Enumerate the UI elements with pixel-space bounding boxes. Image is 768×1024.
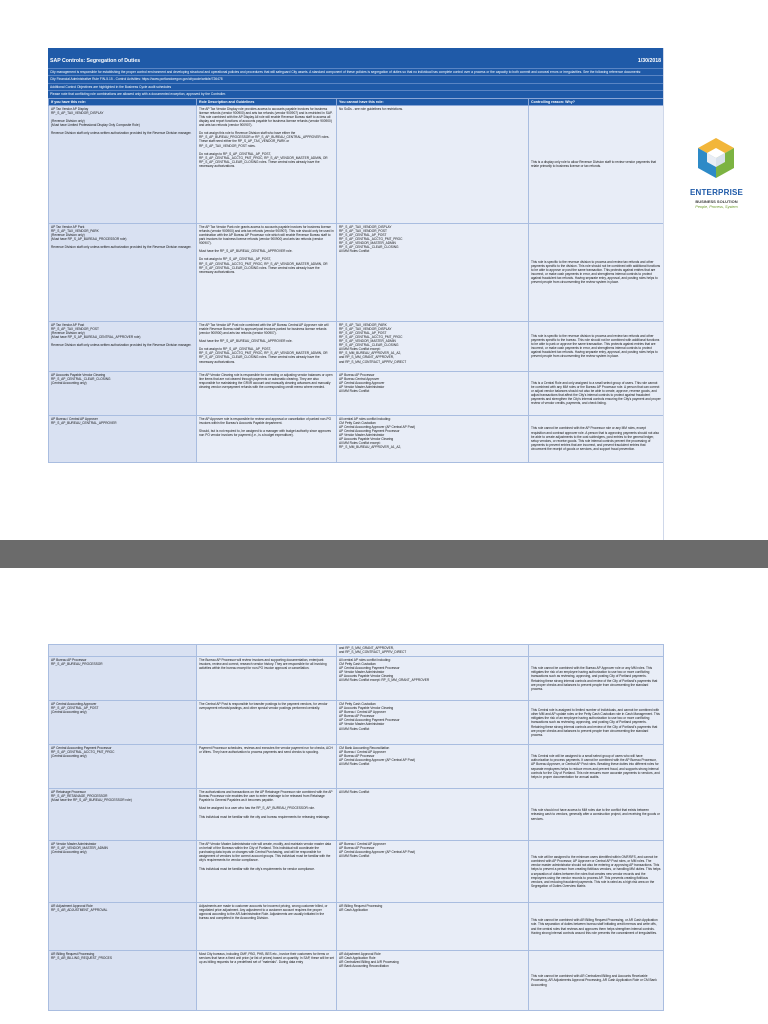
controlling-reason-cell: This role cannot be combined with the AP Processor role or any MM roles, except requisition and contract approver role. A person that is approving payments should not also be able to create adjustments to the cost subledgers, post entries to the general ledger, setup vendors, or receive goods. This role internal controls prevent the processing of payments to prevent entries that are incorrect, and prevent fraudulent entries that circumvent the receipt of goods or services, and support fraud prevention. <box>529 415 664 462</box>
controlling-reason-cell: This Central role will be assigned to a small select group of users who will have authorization to process payments. It cannot be combined with the AP Bureau Processor, AP Bureau Approver, or Central AP Post roles. Breaking these duties into different roles for separate employees helps to reduce errors and prevent fraud, and supports strong internal controls for the City of Portland. This role ensures more accurate payments to vendors, and helps in proper documentation for annual audits. <box>529 745 664 789</box>
column-header-role: If you have this role: <box>49 98 197 105</box>
description-cell: The Bureau AP Processor will review invoices and supporting documentation, enter/park invoices, review and correct, research vendor history. They are responsible for all invoicing activities within the bureau except for non-PO invoice approval or cancellation. <box>197 657 337 701</box>
description-cell: The Central AP Post is responsible for transfer postings to the payment vendors, for vendor overpayment refunds/postings, and other special vendor postings performed centrally. <box>197 701 337 745</box>
controlling-reason-cell <box>529 645 664 657</box>
enterprise-cube-logo-icon <box>694 136 738 180</box>
table-row <box>49 223 664 321</box>
role-cell <box>49 645 197 657</box>
description-cell: The AP Tax Vendor Display role provides access to accounts payable invoices for business license refunds (vendor 900900) and arts tax refunds (vendor 900907) and is restricted in SAP. This role combined with the AP Display All role will enable Revenue Bureau staff to access all display and report functions of accounts payable for business license refunds (vendor 900900) and arts tax refunds (vendor 900907). Do not assign this role to Revenue Division staff who have either the RP_S_AP_BUREAU_PROCESSOR or RP_S_AP_BUREAU_CENTRAL_APPROVER roles. These staff need either the RP_S_AP_TAX_VENDOR_PARK or RP_S_AP_TAX_VENDOR_POST roles. Do not assign to RP_S_AP_CENTRAL_AP_POST, RP_S_AP_CENTRAL_ACCTG_PMT_PROC, RP_S_AP_VENDOR_MASTER_ADMIN, OR RP_S_AP_CENTRAL_CLEAR_CLOSING roles. These central roles already have the necessary authorizations. <box>197 105 337 223</box>
controlling-reason-cell: This role cannot be combined with the Bureau AP Approver role or any MM roles. This mitigates the risk of an employee having authorization to use two or more conflicting transactions such as reviewing, approving, and posting City of Portland payments. Retaining these strong internal controls and review of the City of Portland's payments that are proper checks and balances to prevent people from circumventing the standard process. <box>529 657 664 701</box>
table-row <box>49 789 664 841</box>
conflicting-roles-cell: AP Bureau AP Processor AP Bureau Central Approver AP Central Accounting Approver AP Vendor Master Administrator All MM Roles Conflict <box>337 371 529 415</box>
table-row <box>49 701 664 745</box>
logo-line-enterprise: ENTERPRISE <box>689 188 744 197</box>
table-row <box>49 105 664 223</box>
role-cell: AP Tax Vendor AP Post RP_S_AP_TAX_VENDOR_POST (Revenue Division only) (Must have RP_S_AP_BUREAU_CENTRAL_APPROVER role) Revenue Division staff only unless written authorization provided by the Revenue Division manager. <box>49 321 197 371</box>
document-date: 1/30/2018 <box>637 58 661 64</box>
description-cell <box>197 645 337 657</box>
conflicting-roles-cell: RP_S_AP_TAX_VENDOR_DISPLAY RP_S_AP_TAX_VENDOR_POST RP_S_AP_CENTRAL_AP_POST RP_S_AP_CENTRAL_ACCTG_PMT_PROC RP_S_AP_VENDOR_MASTER_ADMIN RP_S_AP_CENTRAL_CLEAR_CLOSING All MM Roles Conflict <box>337 223 529 321</box>
table-row <box>49 657 664 701</box>
description-cell: Most City bureaus, including OMF, PBO, PHB, BES etc., invoice their customers for items or services that have a fixed unit price (or list of prices) based on quantity. In SAP, these will be set up as billing requests for a predefined set of "materials". During data entry <box>197 951 337 1011</box>
enterprise-logo-panel <box>663 48 768 540</box>
sod-sheet <box>48 48 663 463</box>
controlling-reason-cell: This is a display only role to allow Revenue Division staff to review vendor payments that relate primarily to business license or tax refunds. <box>529 105 664 223</box>
table-row <box>49 745 664 789</box>
description-cell: The authorizations and transactions on the AP Retainage Processor role combined with the AP Bureau Processor role enables the user to enter retainage to be released from Retainage Payable to General Payables as it becomes payable. Must be assigned to a user who has the RP_S_AP_BUREAU_PROCESSOR role. This individual must be familiar with the city and bureau requirements for releasing retainage. <box>197 789 337 841</box>
table-row <box>49 321 664 371</box>
logo-tagline: People, Process, System <box>695 205 738 209</box>
role-cell: AP Bureau AP Processor RP_S_AP_BUREAU_PROCESSOR <box>49 657 197 701</box>
table-body-page-1 <box>49 105 664 462</box>
role-cell: AP Retainage Processor RP_S_AP_RETAINAGE_PROCESSOR (Must have the RP_S_AP_BUREAU_PROCESSOR role) <box>49 789 197 841</box>
description-cell: Adjustments are made to customer accounts for incorrect pricing, wrong customer billed, or negotiated price adjustment. Any adjustment to a customer account requires the proper approval according to the AR Administrative Rule. Adjustments are usually initiated in the bureau and completed in the Accounting Division. <box>197 903 337 951</box>
column-header-reason: Controlling reason: Why? <box>529 98 664 105</box>
conflicting-roles-cell: AP Bureau / Central AP Approver AP Bureau AP Processor AP Central Accounting Approver (AP Central AP Post) All MM Roles Conflict <box>337 841 529 903</box>
controlling-reason-cell: This role will be assigned to the minimum users identified within OMF/BFS, and cannot be combined with AP Processor, AP Approver or Central AP Post roles, or MM roles. The vendor master administrator should not also be entering or approving AP transactions. This helps to prevent a person from creating fictitious vendors, or handling MM duties. This helps a separation of duties between the roles that creates new vendor records and the employees using the vendor records to process AP. This prevents creating fictitious vendors, and reducing fraudulent payments. This role is rated as a high risk area on the Segregation of Duties Overview Matrix. <box>529 841 664 903</box>
description-cell: Payment Processor schedules, reviews and executes the vendor payment run for checks, ACH or Wires. They have authorization to process payments and send checks to spooling. <box>197 745 337 789</box>
controlling-reason-cell: This Central role is assigned to limited number of individuals, and cannot be combined with other MM and AP update roles or the Petty Cash Custodian role in Cash Management. This mitigates the risk of an employee having authorization to use two or more conflicting transactions such as reviewing, approving, and posting City of Portland payments. Retaining these strong internal controls and review of the City of Portland's payments that are proper checks and balances to prevent people from circumventing the standard process. <box>529 701 664 745</box>
controlling-reason-cell: This role is specific to the revenue division to process and review tax refunds and other payments specific to the division. This role should not be combined with additional functions to be able to approve or post the same transaction. This protects against entries that are incorrect, or make cash payments in error, and strengthens internal controls to protect against fraudulent tax refunds. Having separate entry, approval, and posting roles helps to prevent people from circumventing the review system in place. <box>529 223 664 321</box>
table-header-row <box>49 98 664 105</box>
role-cell: AP Tax Vendor AP Park RP_S_AP_TAX_VENDOR_PARK (Revenue Division only) (Must have RP_S_AP_BUREAU_PROCESSOR role) Revenue Division staff only unless written authorization provided by the Revenue Division manager. <box>49 223 197 321</box>
conflicting-roles-cell: All central AP roles conflict including: CM Petty Cash Custodian AP Central Accounting Payment Processor AP Vendor Master Administrator AP Accounts Payable Vendor Clearing All MM Roles Conflict except: RP_S_MM_GRANT_APPROVER <box>337 657 529 701</box>
role-cell: AP Bureau / Central AP Approver RP_S_AP_BUREAU_CENTRAL_APPROVER <box>49 415 197 462</box>
exception-note: Please note that conflicting role combinations are allowed only with a documented exception, approved by the Controller. <box>48 90 663 97</box>
description-cell: The AP Tax Vendor AP Post role combined with the AP Bureau Central AP Approver role will enable Revenue Bureau staff to approve/post invoices parked for business license refunds (vendor 900900) and arts tax refunds (vendor 900907). Must have the RP_S_AP_BUREAU_CENTRAL_APPROVER role. Do not assign to RP_S_AP_CENTRAL_AP_POST, RP_S_AP_CENTRAL_ACCTG_PMT_PROC, RP_S_AP_VENDOR_MASTER_ADMIN, OR RP_S_AP_CENTRAL_CLEAR_CLOSING roles. These central roles already have the necessary authorizations. <box>197 321 337 371</box>
controlling-reason-cell: This role cannot be combined with AR Billing Request Processing, or AR Cash Application role. This separation of duties between bureau staff initiating credit memos and write offs, and the central roles that reviews and approves them helps strengthen internal controls. Having strong internal controls around this role prevents the concealment of irregularities. <box>529 903 664 951</box>
table-body-page-2 <box>49 645 664 1011</box>
controlling-reason-cell: This role cannot be combined with AR Centralized Billing and Accounts Receivable Processing, AR Adjustments Approval Processing, AR Cash Application Role or CM Bank Accounting <box>529 951 664 1011</box>
controlling-reason-cell: This role should not have access to MM roles due to the conflict that exists between releasing cash to vendors, generally after a construction project, and receiving the goods or services. <box>529 789 664 841</box>
conflicting-roles-cell: AR Billing Request Processing AR Cash Application <box>337 903 529 951</box>
description-cell: The AP Vendor Master Administrator role will create, modify, and maintain vendor master data on behalf of the Bureaus within the City of Portland. This individual will coordinate the purchasing data inputs or changes with Central Purchasing, and will be responsible for assignment of vendors to the correct account groups. This individual must be familiar with the city's requirements for vendor compliance. This individual must be familiar with the city's requirements for vendor compliance. <box>197 841 337 903</box>
conflicting-roles-cell: and RP_S_MM_GRANT_APPROVER, and RP_S_MM_CONTRACT_APPRV_DIRECT <box>337 645 529 657</box>
role-cell: AP Accounts Payable Vendor Clearing RP_S_AP_CENTRAL_CLEAR_CLOSING (Central Accounting only) <box>49 371 197 415</box>
role-cell: AR Billing Request Processing RP_S_AR_BILLING_REQUEST_PROCES <box>49 951 197 1011</box>
conflicting-roles-cell: CM Petty Cash Custodian AP Accounts Payable Vendor Clearing AP Bureau / Central AP Approver AP Bureau AP Processor AP Central Accounting Payment Processor AP Vendor Master Administrator All MM Roles Conflict <box>337 701 529 745</box>
conflicting-roles-cell: All MM Roles Conflict <box>337 789 529 841</box>
intro-note: Additional Control Objectives are highlighted in the Business Cycle audit schedules <box>48 83 663 90</box>
controlling-reason-cell: This is a Central Role and only assigned to a small select group of users. This role cannot be combined with any MM roles or the Bureau AP Processor role. A person that can correct or adjust vendor balances should not also be able to create, approve, reverse goods, and adjust transactions that affect the City's internal controls to protect against fraudulent payments and strengthen the City's internal controls ensuring the City's payment and proper review of vendor credits, payments, and check listing. <box>529 371 664 415</box>
header-banner <box>48 48 663 98</box>
table-row <box>49 903 664 951</box>
document-page-2 <box>0 568 768 1024</box>
controlling-reason-cell: This role is specific to the revenue division to process and review tax refunds and other payments specific to the bureau. This role should not be combined with additional functions to be able to park or approve the same transaction. This protects against entries that are incorrect, or make cash payments in error, and strengthens internal controls to protect against fraudulent tax refunds. Having separate entry, approval, and posting roles helps to prevent people from circumventing the review system in place. <box>529 321 664 371</box>
reference-link[interactable]: City Financial Administrative Rule FIN-5.15 - Control Activities: https://www.portlandoregon.gov/citycode/article/726478 <box>48 75 663 82</box>
conflicting-roles-cell: All central AP roles conflict including: CM Petty Cash Custodian AP Central Accounting Approver (AP Central AP Post) AP Central Accounting Payment Processor AP Vendor Master Administrator AP Accounts Payable Vendor Clearing All MM Roles Conflict except: RP_S_MM_BUREAU_APPROVER_A1_A2, <box>337 415 529 462</box>
document-title: SAP Controls: Segregation of Duties <box>50 58 141 64</box>
sod-sheet-continued <box>48 644 663 1011</box>
table-row <box>49 841 664 903</box>
table-row <box>49 371 664 415</box>
description-cell: The AP Tax Vendor Park role grants access to accounts payable invoices for business license refunds (vendor 900900) and arts tax refunds (vendor 900907). This role should only be used in combination with the AP Bureau AP Processor role which will enable Revenue Bureau staff to park invoices for business license refunds (vendor 900900) and arts tax refunds (vendor 900907). Must have the RP_S_AP_BUREAU_CENTRAL_APPROVER role. Do not assign to RP_S_AP_CENTRAL_AP_POST, RP_S_AP_CENTRAL_ACCTG_PMT_PROC, RP_S_AP_VENDOR_MASTER_ADMIN, OR RP_S_AP_CENTRAL_CLEAR_CLOSING roles. These central roles already have the necessary authorizations. <box>197 223 337 321</box>
banner-title-row <box>48 48 663 68</box>
intro-paragraph: City management is responsible for establishing the proper control environment and developing structural and operational policies and procedures that will safeguard City assets. A standard component of these policies is segregation of duties so that no individual has complete control over a process or the capacity to both commit and conceal errors or irregularities. See the following reference documents: <box>48 68 663 75</box>
table-row <box>49 415 664 462</box>
column-header-description: Role Description and Guidelines <box>197 98 337 105</box>
conflicting-roles-cell: AR Adjustment Approval Role AR Cash Application Role AR Centralized Billing and A/R Processing AR Bank Accounting Reconciliation <box>337 951 529 1011</box>
description-cell: The AP Vendor Clearing role is responsible for correcting or adjusting vendor balances or open line items that are not cleared through payments or automatic clearing. They are also responsible for maintaining the GR/IR account and manually clearing advances and manually clearing vendor overpayment refunds with the corresponding credit memo where needed. <box>197 371 337 415</box>
table-row <box>49 951 664 1011</box>
role-cell: AP Central Accounting Approver RP_S_AP_CENTRAL_AP_POST (Central Accounting only) <box>49 701 197 745</box>
sod-table-page-1 <box>48 98 664 463</box>
conflicting-roles-cell: No SoDs - see role guidelines for restrictions. <box>337 105 529 223</box>
column-header-conflict: You cannot have this role: <box>337 98 529 105</box>
role-cell: AP Tax Vendor AP Display RP_S_AP_TAX_VENDOR_DISPLAY (Revenue Division only) (Must have Limited Professional Display Only Composite Role) Revenue Division staff only unless written authorization provided by the Revenue Division manager. <box>49 105 197 223</box>
conflicting-roles-cell: RP_S_AP_TAX_VENDOR_PARK RP_S_AP_TAX_VENDOR_DISPLAY RP_S_AP_CENTRAL_AP_POST RP_S_AP_CENTRAL_ACCTG_PMT_PROC RP_S_AP_VENDOR_MASTER_ADMIN RP_S_AP_CENTRAL_CLEAR_CLOSING All MM Roles Conflict except: RP_S_MM_BUREAU_APPROVER_A1_A2, and RP_S_MM_GRANT_APPROVER, and RP_S_MM_CONTRACT_APPRV_DIRECT <box>337 321 529 371</box>
conflicting-roles-cell: CM Bank Accounting Reconciliation AP Bureau / Central AP Approver AP Bureau AP Processor AP Central Accounting Approver (AP Central AP Post) All MM Roles Conflict <box>337 745 529 789</box>
logo-line-business-solution: BUSINESS SOLUTION <box>695 199 738 204</box>
role-cell: AP Vendor Master Administrator RP_S_AP_VENDOR_MASTER_ADMIN (Central Accounting only) <box>49 841 197 903</box>
role-cell: AR Adjustment Approval Role RP_S_AR_ADJUSTMENT_APPROVAL <box>49 903 197 951</box>
sod-table-page-2 <box>48 644 664 1011</box>
role-cell: AP Central Accounting Payment Processor RP_S_AP_CENTRAL_ACCTG_PMT_PROC (Central Accounting only) <box>49 745 197 789</box>
description-cell: The AP Approver role is responsible for review and approval or cancellation of parked non-PO invoices within the Bureau's Accounts Payable department. Should, but is not required to, be assigned to a manager with budget authority since approves non PO vendor invoices for payment (i.e., is a budget expenditure). <box>197 415 337 462</box>
table-row <box>49 645 664 657</box>
